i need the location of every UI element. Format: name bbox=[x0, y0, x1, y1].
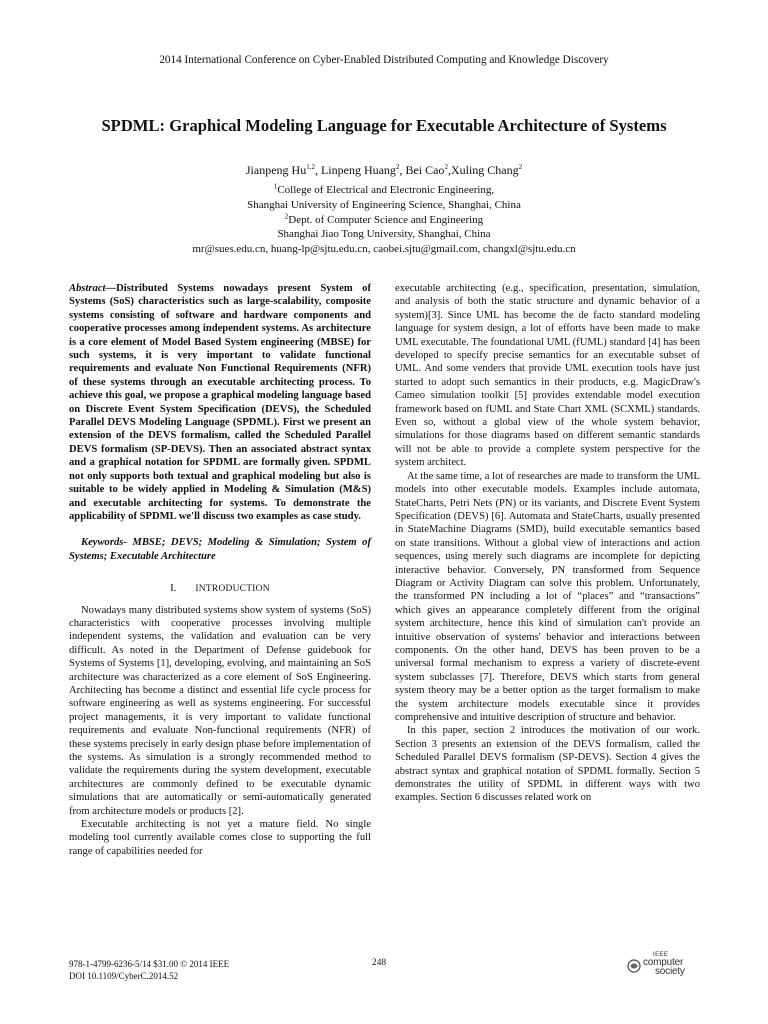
author-affiliation-mark: 2 bbox=[444, 163, 448, 171]
author-list bbox=[0, 162, 768, 179]
section-number: I. bbox=[170, 582, 177, 595]
publisher-small-text: IEEE bbox=[653, 952, 669, 958]
affiliation-block bbox=[0, 183, 768, 257]
computer-society-logo-icon bbox=[627, 959, 641, 973]
author-affiliation-mark: 1,2 bbox=[306, 163, 315, 171]
author-separator: , bbox=[314, 163, 321, 177]
body-paragraph: Nowadays many distributed systems show system of systems (SoS) characteristics with cooperative processes involving multiple independent systems, the validation and evaluation can be very difficult. As noted in the Department of Defense guidebook for Systems of Systems [1], developing, evolving, and maintaining an SoS architecture was characterized as a core element of SoS Engineering. Architecting has become a distinct and essential life cycle process for software engineering as well as systems engineering. For successful project managements, it is very important to validate functional requirements and evaluate Non-functional requirements (NFR) of these systems precisely in early design phase before implementation of the systems. As simulation is a strongly recommended method to validate the requirements during the system development, executable architectures are commonly defined to be executable dynamic simulations that are automatically or semi-automatically generated from architecture models or products [2]. bbox=[69, 604, 371, 817]
abstract-text: —Distributed Systems nowadays present System of Systems (SoS) characteristics such as large-scalability, composite systems consisting of software and hardware components and cooperative processes among independent systems. As architecture is a core element of Model Based System engineering (MBSE) for such systems, it is very important to validate functional requirements and evaluate Non Functional Requirements (NFR) of these systems through an executable architecting process. To achieve this goal, we propose a graphical modeling language based on Discrete Event System Specification (DEVS), the Scheduled Parallel DEVS Modeling Language (SPDML). First we present an extension of the DEVS formalism, called the Scheduled Parallel DEVS formalism (SP-DEVS). Then an associated abstract syntax and a graphical notation for SPDML are formally given. SPDML not only supports both textual and graphical modeling but also is suitable to be widely applied in Modeling & Simulation (M&S) and executable architecting for systems. To demonstrate the applicability of SPDML we'll discuss two examples as case study. bbox=[69, 283, 371, 522]
footer-identifiers bbox=[69, 958, 229, 982]
author-name: Bei Cao bbox=[405, 163, 445, 177]
author-name: Jianpeng Hu bbox=[245, 163, 307, 177]
affiliation-line bbox=[0, 213, 768, 228]
publisher-line-1: computer bbox=[643, 957, 684, 968]
section-heading bbox=[69, 582, 371, 596]
affiliation-text: Shanghai University of Engineering Science, Shanghai, China bbox=[247, 198, 521, 211]
affiliation-text: Shanghai Jiao Tong University, Shanghai, China bbox=[277, 228, 491, 241]
doi-line: DOI 10.1109/CyberC.2014.52 bbox=[69, 971, 179, 981]
abstract bbox=[69, 282, 371, 523]
left-column bbox=[69, 282, 371, 858]
body-paragraph: In this paper, section 2 introduces the motivation of our work. Section 3 presents an extension of the DEVS formalism, called the Scheduled Parallel DEVS formalism (SP-DEVS). Section 4 gives the abstract syntax and graphical notation of SPDML formally. Section 5 demonstrates the utility of SPDML in different ways with two examples. Section 6 discusses related work on bbox=[395, 725, 700, 804]
email-list: mr@sues.edu.cn, huang-lp@sjtu.edu.cn, caobei.sjtu@gmail.com, changxl@sjtu.edu.cn bbox=[192, 243, 576, 256]
page-number: 248 bbox=[372, 958, 387, 968]
body-paragraph: executable architecting (e.g., specification, presentation, simulation, and analysis of both the static structure and dynamic behavior of a system)[3]. Since UML has become the de facto standard modeling language for system design, a lot of efforts have been made to make UML executable. The foundational UML (fUML) standard [4] has been developed to specify precise semantics for an executable subset of UML. And some venders that provide UML execution tools have just started to adopt such semantics in their products, e.g. MagicDraw's Cameo simulation toolkit [5] provides extendable model execution framework based on fUML and State Chart XML (SCXML) standards. Even so, without a global view of the whole system behavior, simulations for those diagrams based on different semantic standards will not be able to provide a complete system perspective for the system architect. bbox=[395, 283, 700, 469]
author-emails bbox=[0, 242, 768, 257]
author-separator: , bbox=[447, 163, 451, 177]
publisher-line-2: society bbox=[655, 966, 685, 977]
body-paragraph: Executable architecting is not yet a mature field. No single modeling tool currently available comes close to supporting the full range of capabilities needed for bbox=[69, 819, 371, 857]
author-separator: , bbox=[399, 163, 406, 177]
affiliation-text: Dept. of Computer Science and Engineering bbox=[288, 213, 484, 226]
conference-header: 2014 International Conference on Cyber-Enabled Distributed Computing and Knowledge Discovery bbox=[159, 54, 609, 66]
paper-title: SPDML: Graphical Modeling Language for Executable Architecture of Systems bbox=[101, 116, 667, 135]
author-name: Linpeng Huang bbox=[320, 163, 396, 177]
affiliation-mark: 1 bbox=[273, 182, 278, 191]
author-affiliation-mark: 2 bbox=[395, 163, 400, 171]
right-column bbox=[395, 282, 700, 805]
affiliation-line bbox=[0, 198, 768, 213]
affiliation-mark: 2 bbox=[284, 211, 289, 220]
affiliation-line bbox=[0, 183, 768, 198]
body-paragraph: At the same time, a lot of researches are made to transform the UML models into other executable models. Examples include automata, StateCharts, Petri Nets (PN) or its variants, and Discrete Event System Specification (DEVS) [6]. Automata and StateCharts, usually presented in StateMachine Diagrams (SMD), build executable semantics based on state transitions. Without a global view of interactions and action sequences, using merely such diagrams are incomplete for depicting interactive behavior. Conversely, PN transformed from Sequence Diagram or Activity Diagram can solve this problem. Unfortunately, the transformed PN including a lot of “places” and “transactions” which gives an appearance completely different from the original system architecture, hence this kind of simulation can't provide an intuitive observation of systems' behavior and interactions between components. On the other hand, DEVS has been proven to be a universal formal mechanism to express a variety of discrete-event system subclasses [7]. Therefore, DEVS which starts from general system theory may be a better option as the target formalism to make the system architecture models executable since it provides comprehensive and intuitive description of structure and behavior. bbox=[395, 470, 700, 723]
keywords: Keywords- MBSE; DEVS; Modeling & Simulation; System of Systems; Executable Architecture bbox=[69, 537, 371, 562]
affiliation-text: College of Electrical and Electronic Engineering, bbox=[277, 184, 495, 196]
author-affiliation-mark: 2 bbox=[518, 163, 523, 171]
abstract-label: Abstract bbox=[69, 283, 106, 294]
section-title: INTRODUCTION bbox=[195, 584, 270, 595]
affiliation-line bbox=[0, 227, 768, 242]
publisher-logo bbox=[627, 952, 707, 982]
author-name: Xuling Chang bbox=[450, 163, 519, 177]
isbn-line: 978-1-4799-6236-5/14 $31.00 © 2014 IEEE bbox=[69, 959, 230, 969]
publisher-name bbox=[643, 958, 685, 976]
